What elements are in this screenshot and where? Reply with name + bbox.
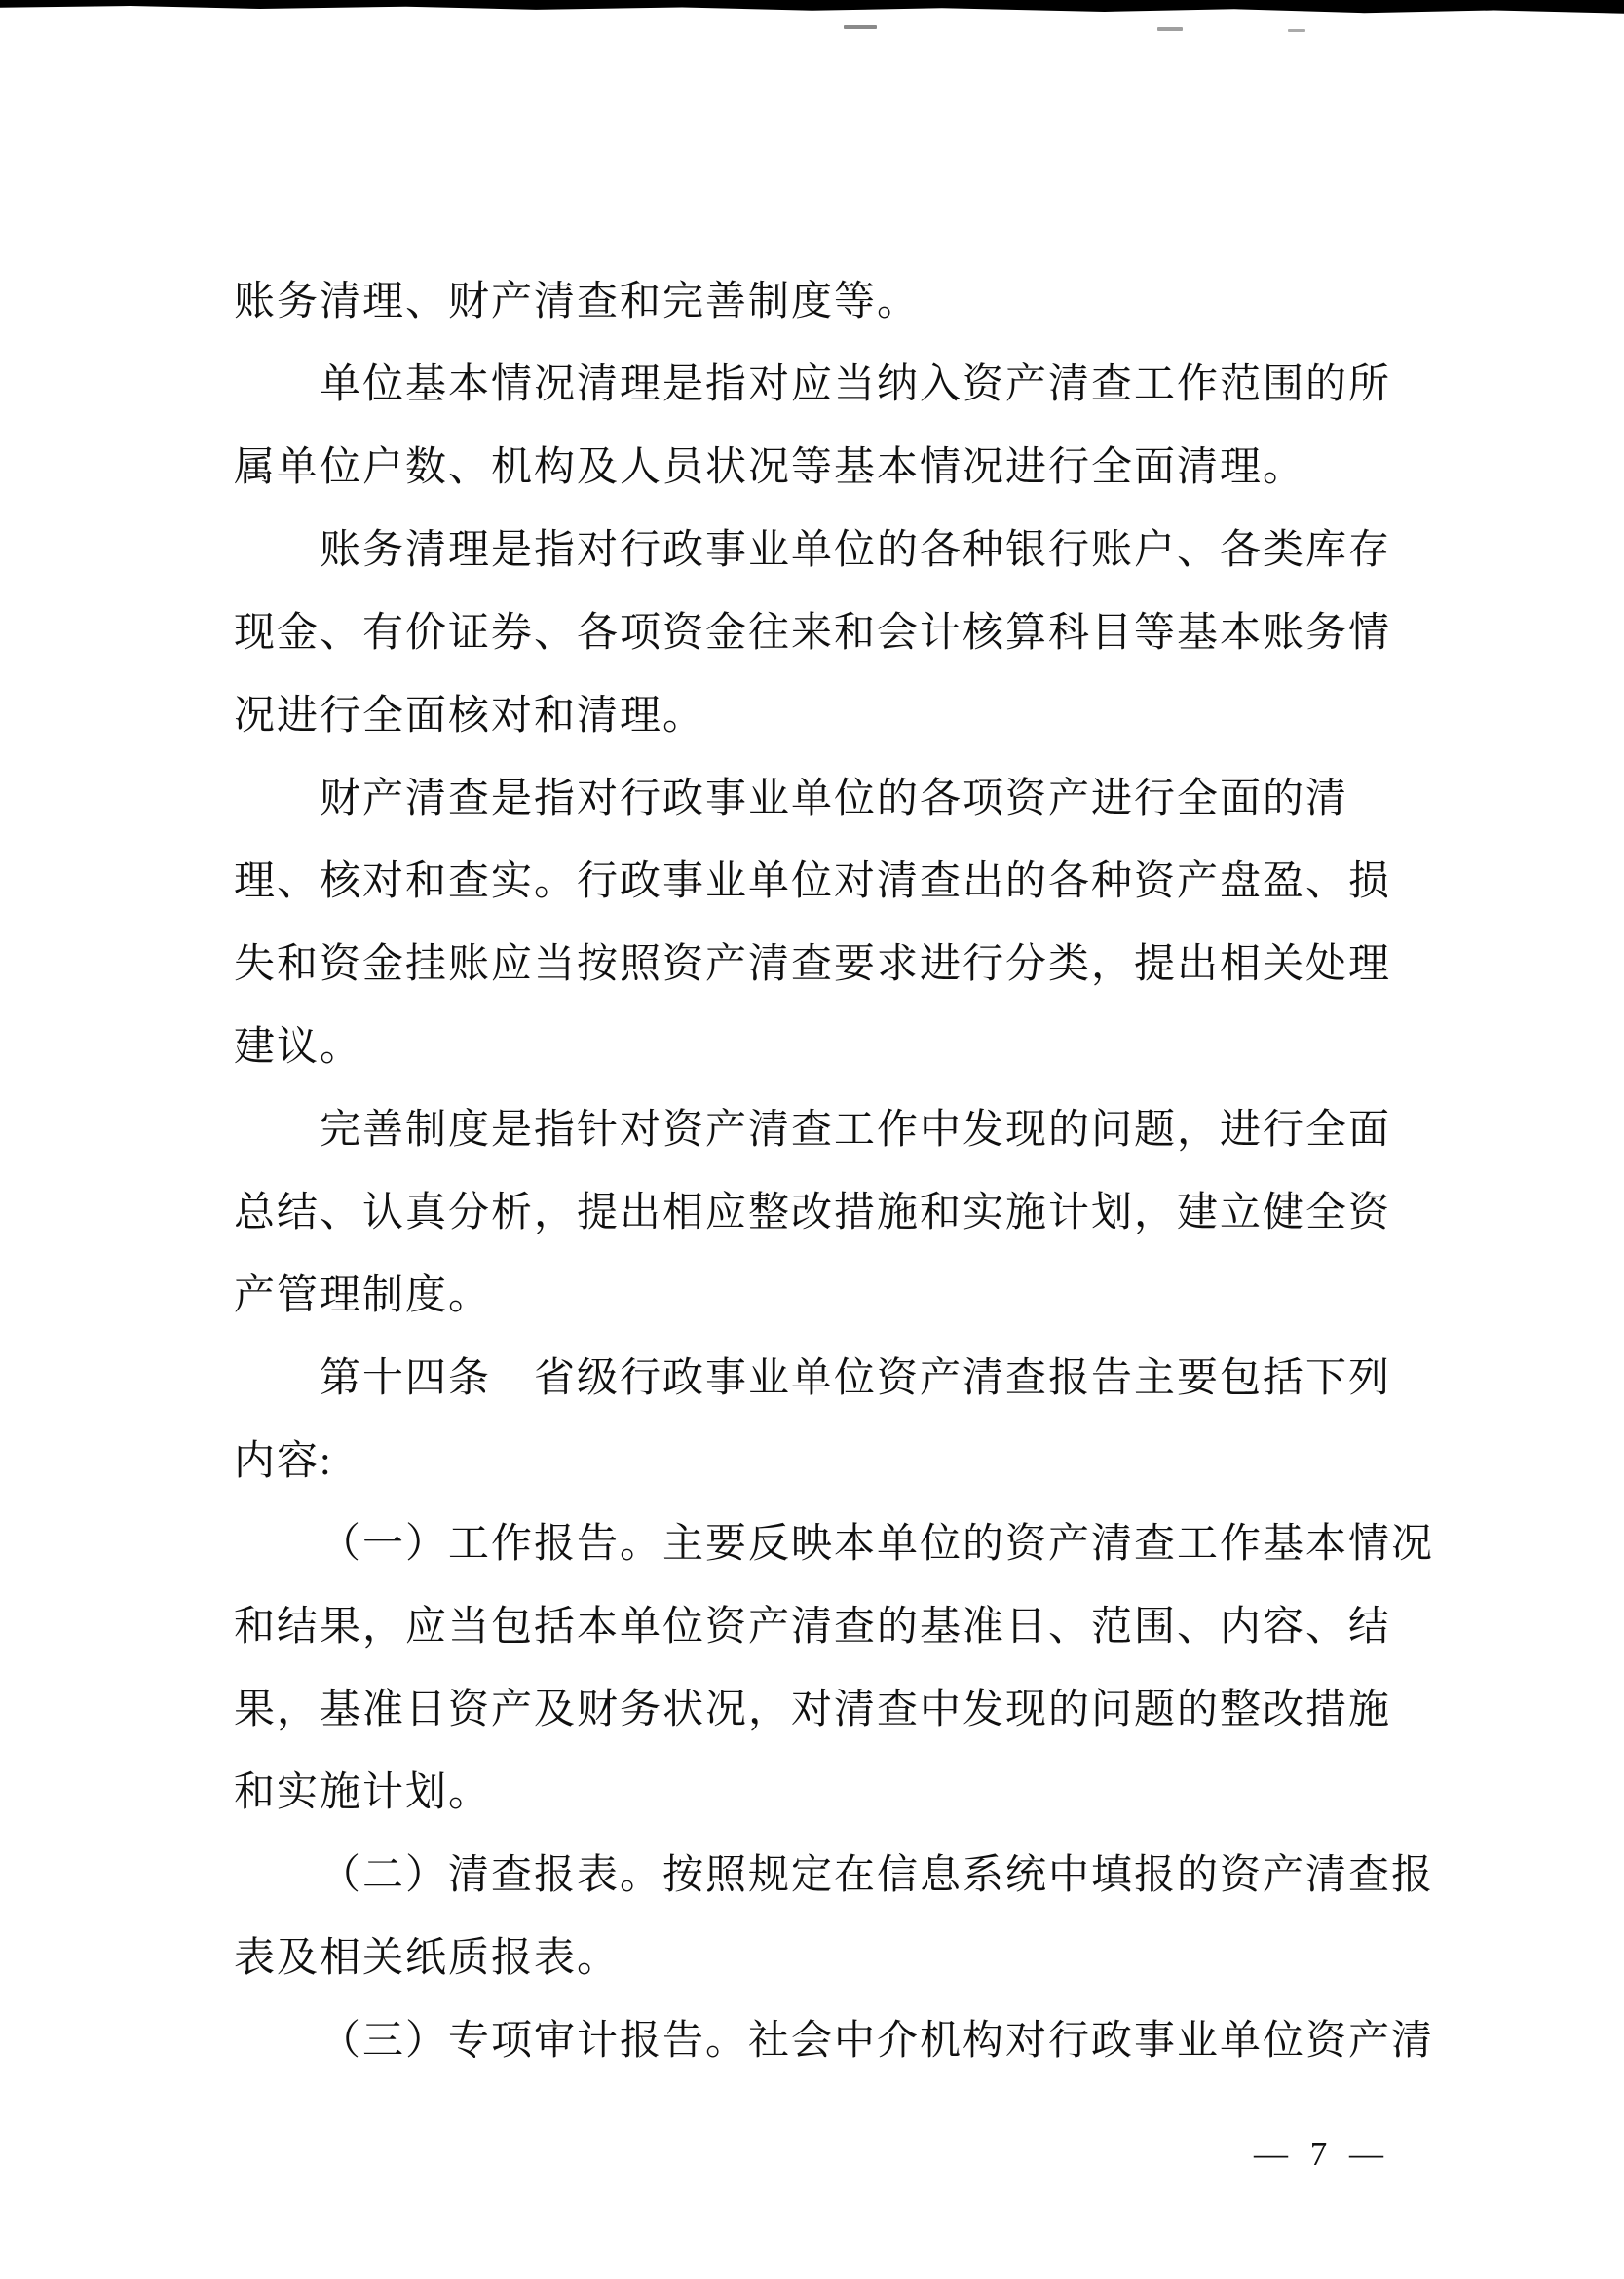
text-line-07: 财产清查是指对行政事业单位的各项资产进行全面的清: [320, 777, 1349, 821]
text-line-15: 内容:: [234, 1439, 333, 1484]
text-line-17: 和结果，应当包括本单位资产清查的基准日、范围、内容、结: [234, 1605, 1392, 1650]
text-line-18: 果，基准日资产及财务状况，对清查中发现的问题的整改措施: [234, 1688, 1392, 1732]
text-line-11: 完善制度是指针对资产清查工作中发现的问题，进行全面: [320, 1108, 1392, 1153]
text-line-03: 属单位户数、机构及人员状况等基本情况进行全面清理。: [234, 445, 1306, 490]
page-number: — 7 —: [1254, 2135, 1390, 2173]
scan-artifact-band: [0, 0, 1624, 15]
text-line-19: 和实施计划。: [234, 1770, 492, 1815]
text-line-12: 总结、认真分析，提出相应整改措施和实施计划，建立健全资: [234, 1191, 1392, 1235]
text-line-14: 第十四条 省级行政事业单位资产清查报告主要包括下列: [320, 1356, 1392, 1401]
text-line-01: 账务清理、财产清查和完善制度等。: [234, 280, 921, 324]
text-line-02: 单位基本情况清理是指对应当纳入资产清查工作范围的所: [320, 362, 1392, 407]
text-line-05: 现金、有价证券、各项资金往来和会计核算科目等基本账务情: [234, 611, 1392, 656]
text-line-13: 产管理制度。: [234, 1273, 492, 1318]
text-line-16: （一）工作报告。主要反映本单位的资产清查工作基本情况: [320, 1522, 1435, 1567]
text-line-21: 表及相关纸质报表。: [234, 1936, 621, 1981]
document-body: [234, 261, 1435, 2083]
scan-artifact-speck: [1157, 27, 1183, 31]
scan-artifact-speck: [844, 25, 877, 29]
text-line-22: （三）专项审计报告。社会中介机构对行政事业单位资产清: [320, 2019, 1435, 2064]
text-line-10: 建议。: [234, 1025, 363, 1070]
scan-artifact-speck: [1288, 29, 1305, 32]
text-line-08: 理、核对和查实。行政事业单位对清查出的各种资产盘盈、损: [234, 859, 1392, 904]
text-line-04: 账务清理是指对行政事业单位的各种银行账户、各类库存: [320, 528, 1392, 573]
text-line-09: 失和资金挂账应当按照资产清查要求进行分类，提出相关处理: [234, 942, 1392, 987]
text-line-06: 况进行全面核对和清理。: [234, 694, 706, 739]
text-line-20: （二）清查报表。按照规定在信息系统中填报的资产清查报: [320, 1853, 1435, 1898]
